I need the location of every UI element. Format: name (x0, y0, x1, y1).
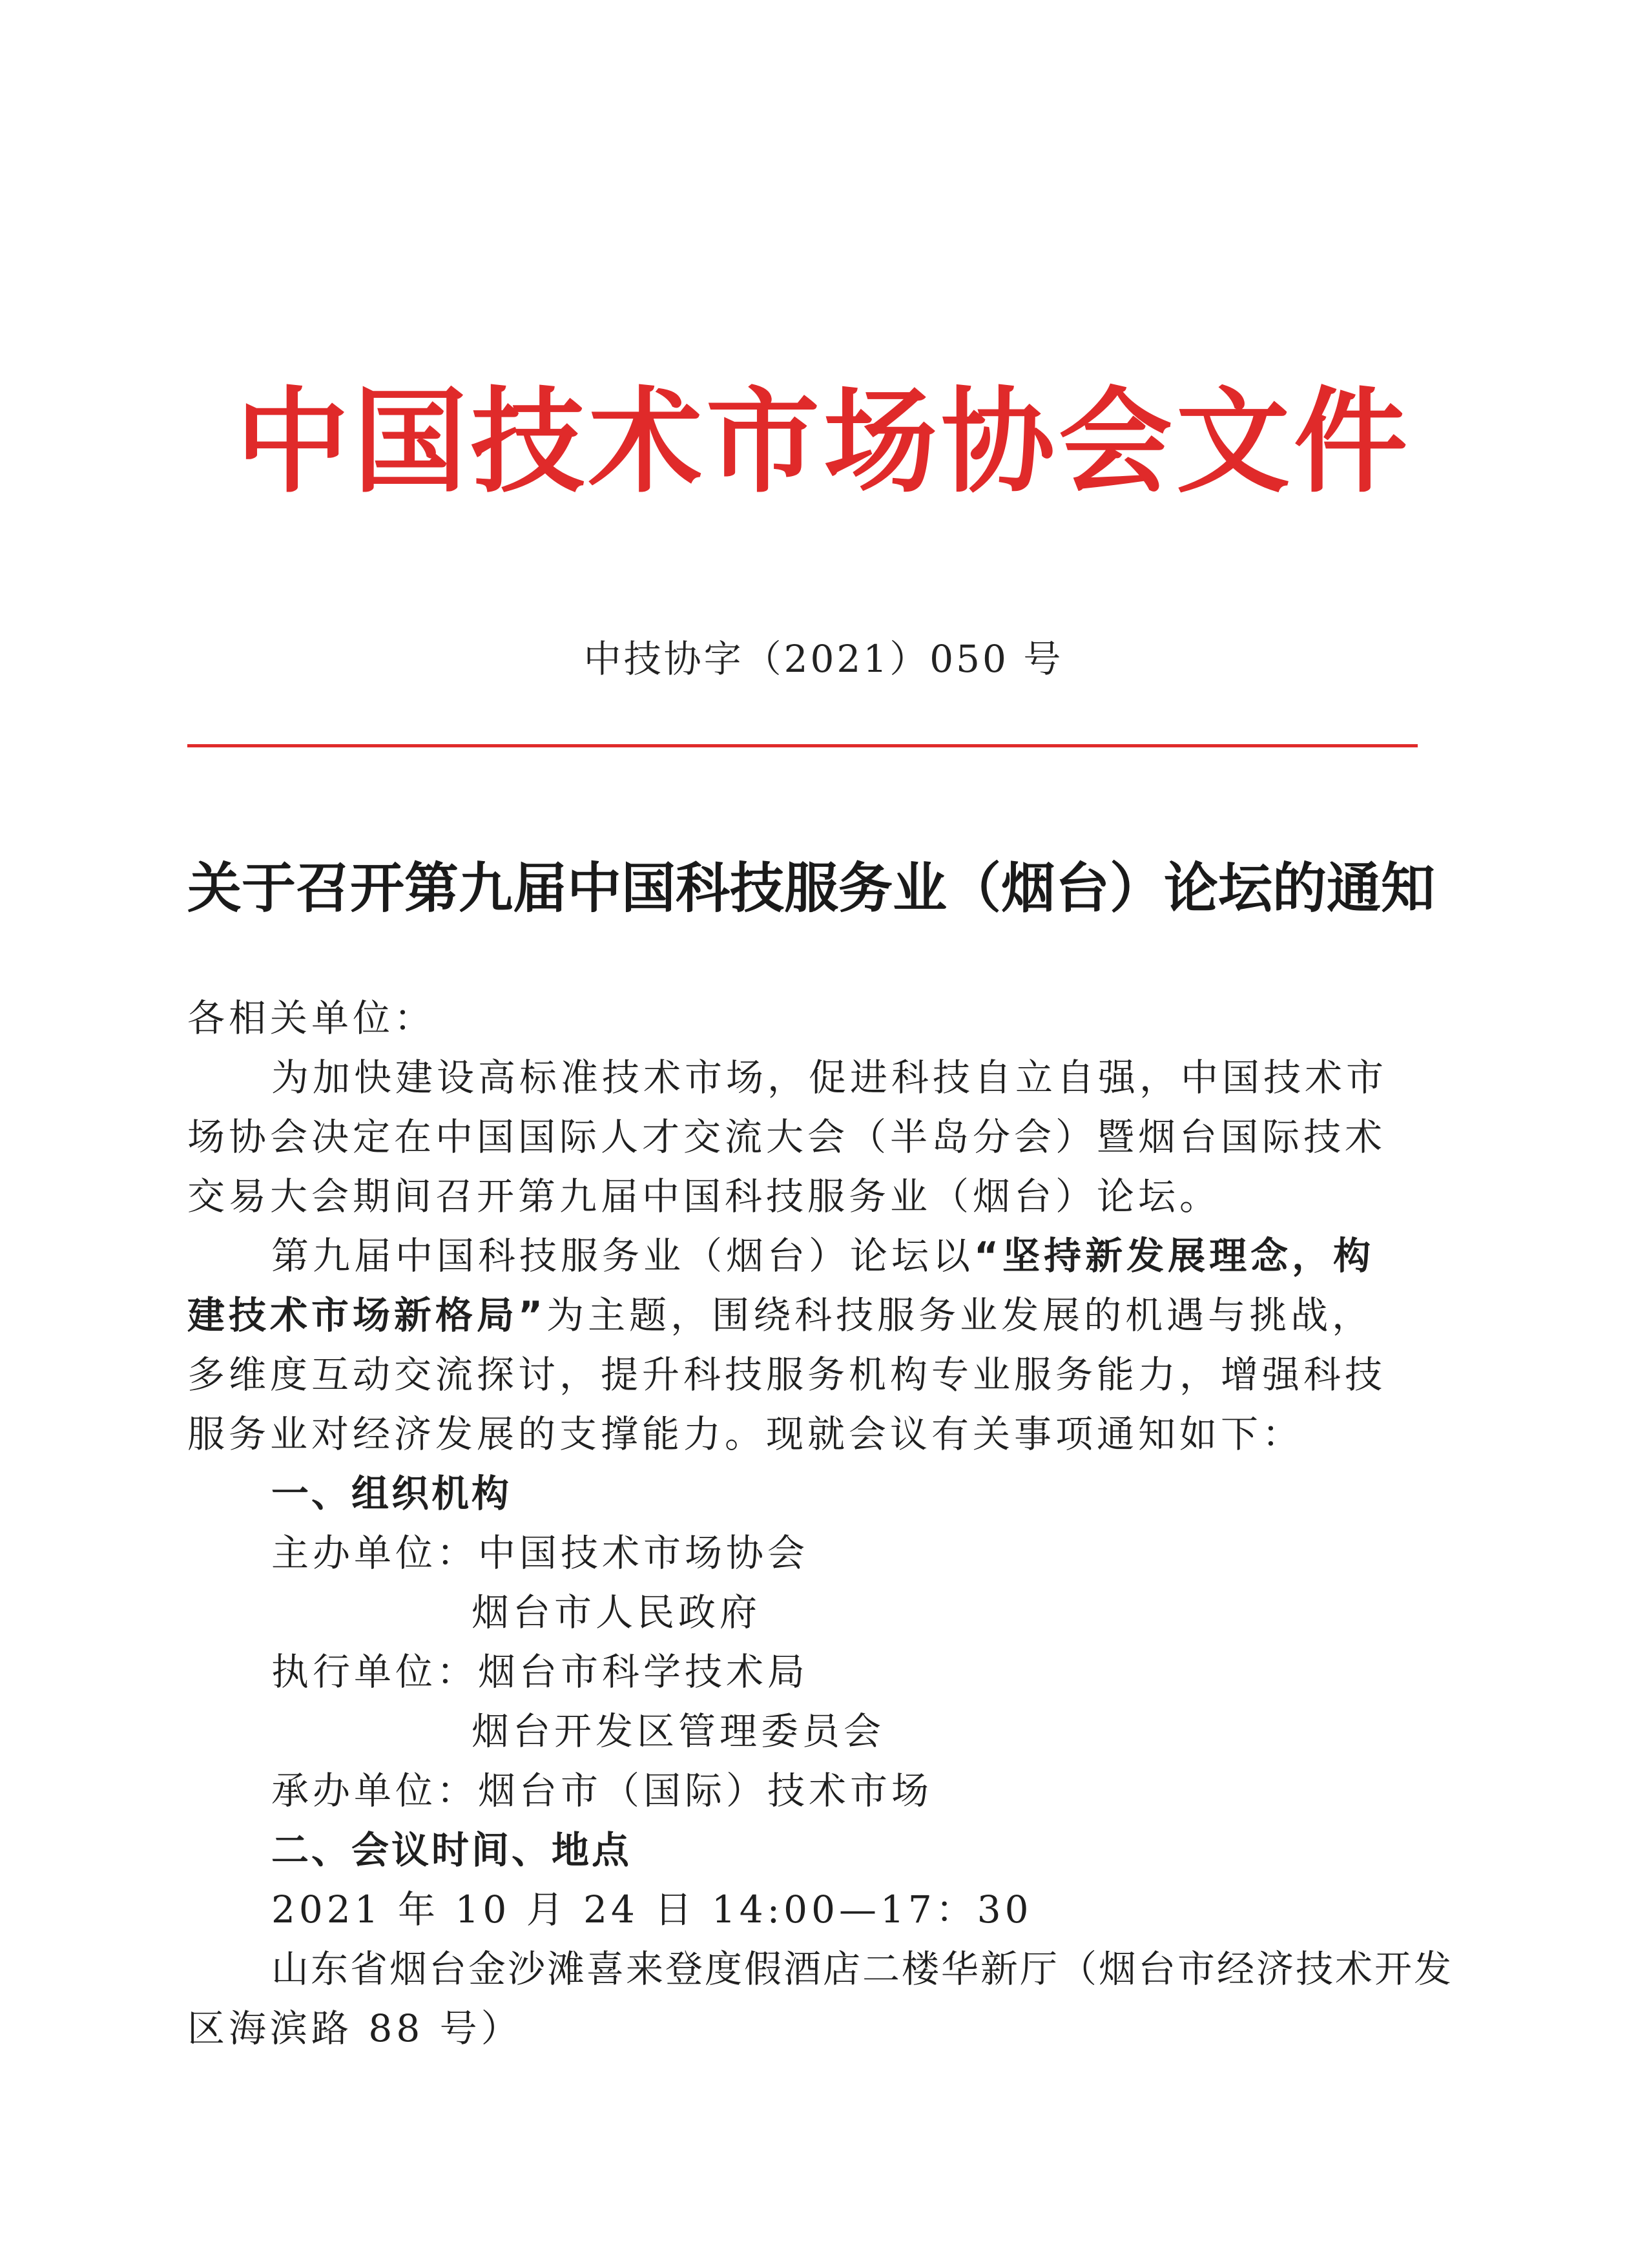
exec-row-2: 烟台开发区管理委员会 (471, 1709, 886, 1753)
org-title: 中国技术市场协会文件 (235, 376, 1411, 508)
para2-line2 (187, 1285, 1437, 1345)
section2-heading: 二、会议时间、地点 (271, 1828, 632, 1872)
notice-body (187, 988, 1454, 2058)
theme-text-part2: 建技术市场新格局” (187, 1293, 547, 1337)
section1-heading: 一、组织机构 (271, 1472, 512, 1515)
organizer-row (187, 1761, 1437, 1820)
organizer-label: 承办单位： (271, 1769, 479, 1813)
notice-title: 关于召开第九届中国科技服务业（烟台）论坛的通知 (187, 856, 1436, 920)
exec-label: 执行单位： (271, 1650, 479, 1694)
para2-line4: 服务业对经济发展的支撑能力。现就会议有关事项通知如下： (187, 1412, 1304, 1456)
host-row-2: 烟台市人民政府 (471, 1590, 761, 1634)
exec-row-1 (187, 1642, 1437, 1701)
organizer-1: 烟台市（国际）技术市场 (478, 1769, 933, 1813)
red-divider (187, 744, 1418, 747)
para2-line1-pre: 第九届中国科技服务业（烟台）论坛以 (271, 1234, 975, 1278)
host-row-1 (187, 1523, 1437, 1583)
venue-line1: 山东省烟台金沙滩喜来登度假酒店二楼华新厅（烟台市经济技术开发 (271, 1947, 1454, 1991)
para2-line1 (187, 1226, 1437, 1285)
venue-line2: 区海滨路 88 号） (187, 2006, 523, 2050)
host-1: 中国技术市场协会 (478, 1531, 809, 1575)
para2-line2-post: 为主题，围绕科技服务业发展的机遇与挑战， (546, 1293, 1374, 1337)
meeting-time: 2021 年 10 月 24 日 14:00—17：30 (271, 1888, 1033, 1931)
para1-line2: 场协会决定在中国国际人才交流大会（半岛分会）暨烟台国际技术 (187, 1115, 1387, 1159)
para1-line1: 为加快建设高标准技术市场，促进科技自立自强，中国技术市 (271, 1056, 1388, 1099)
exec-1: 烟台市科学技术局 (478, 1650, 809, 1694)
doc-number: 中技协字（2021）050 号 (583, 637, 1064, 681)
host-label: 主办单位： (271, 1531, 479, 1575)
para2-line3: 多维度互动交流探讨，提升科技服务机构专业服务能力，增强科技 (187, 1353, 1387, 1397)
theme-text-part1: “坚持新发展理念，构 (974, 1234, 1375, 1278)
salutation: 各相关单位： (187, 996, 436, 1040)
para1-line3: 交易大会期间召开第九届中国科技服务业（烟台）论坛。 (187, 1174, 1221, 1218)
